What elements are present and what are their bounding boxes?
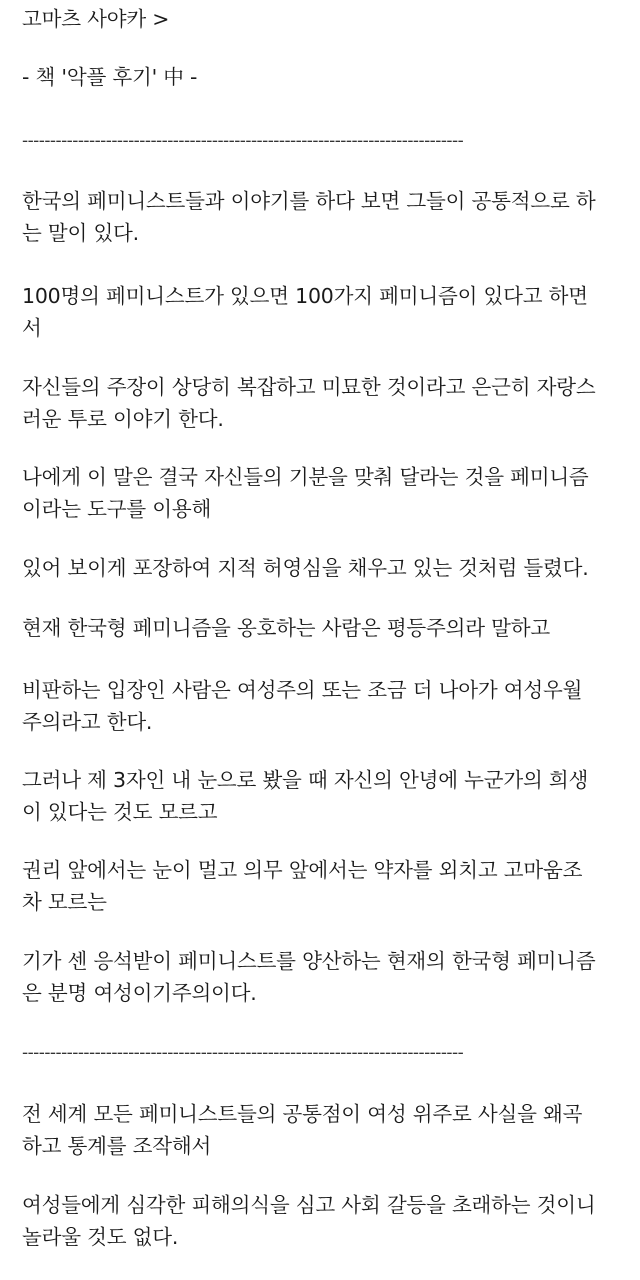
paragraph-8-line-1: 그러나 제 3자인 내 눈으로 봤을 때 자신의 안녕에 누군가의 희생 [22,768,589,792]
title-text: 고마츠 사야카 > [22,7,170,31]
paragraph-5-line-1: 있어 보이게 포장하여 지적 허영심을 채우고 있는 것처럼 들렸다. [22,556,589,580]
paragraph-2-line-1: 100명의 페미니스트가 있으면 100가지 페미니즘이 있다고 하면 [22,284,588,308]
paragraph-9-line-1: 권리 앞에서는 눈이 멀고 의무 앞에서는 약자를 외치고 고마움조 [22,858,583,882]
paragraph-12-line-1: 여성들에게 심각한 피해의식을 심고 사회 갈등을 초래하는 것이니 [22,1193,596,1217]
paragraph-2-line-2: 서 [22,316,42,340]
paragraph-3-line-1: 자신들의 주장이 상당히 복잡하고 미묘한 것이라고 은근히 자랑스 [22,375,596,399]
paragraph-4-line-1: 나에게 이 말은 결국 자신들의 기분을 맞춰 달라는 것을 페미니즘 [22,465,589,489]
paragraph-11-line-2: 하고 통계를 조작해서 [22,1134,212,1158]
paragraph-9-line-2: 차 모르는 [22,890,107,914]
divider-bottom: ------------------------------------------------------------------------------- [22,1043,464,1063]
source-text: - 책 '악플 후기' 中 - [22,65,198,89]
paragraph-1-line-1: 한국의 페미니스트들과 이야기를 하다 보면 그들이 공통적으로 하 [22,189,596,213]
paragraph-6-line-1: 현재 한국형 페미니즘을 옹호하는 사람은 평등주의라 말하고 [22,616,550,640]
paragraph-12-line-2: 놀라울 것도 없다. [22,1225,179,1249]
paragraph-4-line-2: 이라는 도구를 이용해 [22,497,212,521]
paragraph-3-line-2: 러운 투로 이야기 한다. [22,407,224,431]
divider-top: ------------------------------------------------------------------------------- [22,131,464,151]
paragraph-7-line-1: 비판하는 입장인 사람은 여성주의 또는 조금 더 나아가 여성우월 [22,678,583,702]
paragraph-10-line-1: 기가 센 응석받이 페미니스트를 양산하는 현재의 한국형 페미니즘 [22,949,596,973]
paragraph-10-line-2: 은 분명 여성이기주의이다. [22,981,257,1005]
paragraph-11-line-1: 전 세계 모든 페미니스트들의 공통점이 여성 위주로 사실을 왜곡 [22,1102,583,1126]
paragraph-8-line-2: 이 있다는 것도 모르고 [22,800,218,824]
paragraph-1-line-2: 는 말이 있다. [22,221,139,245]
paragraph-7-line-2: 주의라고 한다. [22,710,153,734]
